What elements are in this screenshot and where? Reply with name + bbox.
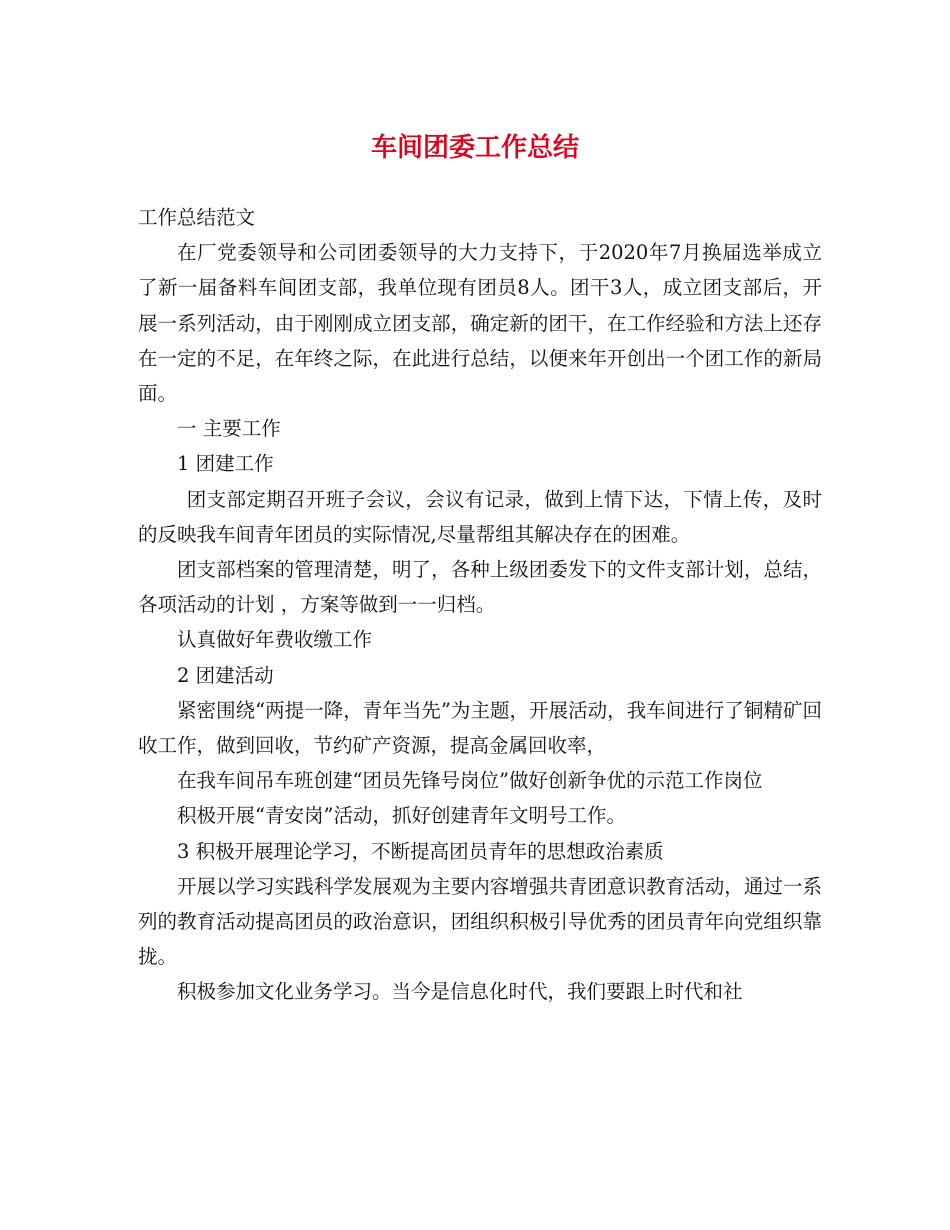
paragraph-intro: 在厂党委领导和公司团委领导的大力支持下，于2020年7月换届选举成立了新一届备料车间团支部，我单位现有团员8人。团干3人，成立团支部后，开展一系列活动，由于刚刚成立团支部，确定新的团干，在工作经验和方法上还存在一定的不足，在年终之际，在此进行总结，以便来年开创出一个团工作的新局面。 [138,241,822,406]
document-title: 车间团委工作总结 [370,133,579,163]
subsection-heading-league-building: 1 团建工作 [177,452,274,476]
document-body [138,200,822,1010]
paragraph-theme-activity: 紧密围绕“两提一降，青年当先”为主题，开展活动，我车间进行了铜精矿回收工作，做到回收，节约矿产资源，提高金属回收率， [138,698,822,758]
subsection-heading-theory-study: 3 积极开展理论学习，不断提高团员青年的思想政治素质 [177,839,664,863]
document-subtitle: 工作总结范文 [138,206,256,229]
paragraph-education: 开展以学习实践科学发展观为主要内容增强共青团意识教育活动，通过一系列的教育活动提高团员的政治意识，团组织积极引导优秀的团员青年向党组织靠拢。 [138,874,822,969]
subsection-heading-league-activities: 2 团建活动 [177,663,274,687]
paragraph-archives: 团支部档案的管理清楚，明了，各种上级团委发下的文件支部计划，总结，各项活动的计划 ，方案等做到一一归档。 [138,558,822,617]
paragraph-safety-post: 积极开展“青安岗”活动，抓好创建青年文明号工作。 [177,804,626,828]
paragraph-culture-study: 积极参加文化业务学习。当今是信息化时代，我们要跟上时代和社 [177,980,743,1004]
paragraph-fees: 认真做好年费收缴工作 [177,628,373,652]
section-heading-main-work: 一 主要工作 [177,417,281,441]
paragraph-vanguard-post: 在我车间吊车班创建“团员先锋号岗位”做好创新争优的示范工作岗位 [177,769,763,793]
paragraph-meetings: 团支部定期召开班子会议，会议有记录，做到上情下达，下情上传，及时的反映我车间青年团员的实际情况,尽量帮组其解决存在的困难。 [138,487,822,546]
